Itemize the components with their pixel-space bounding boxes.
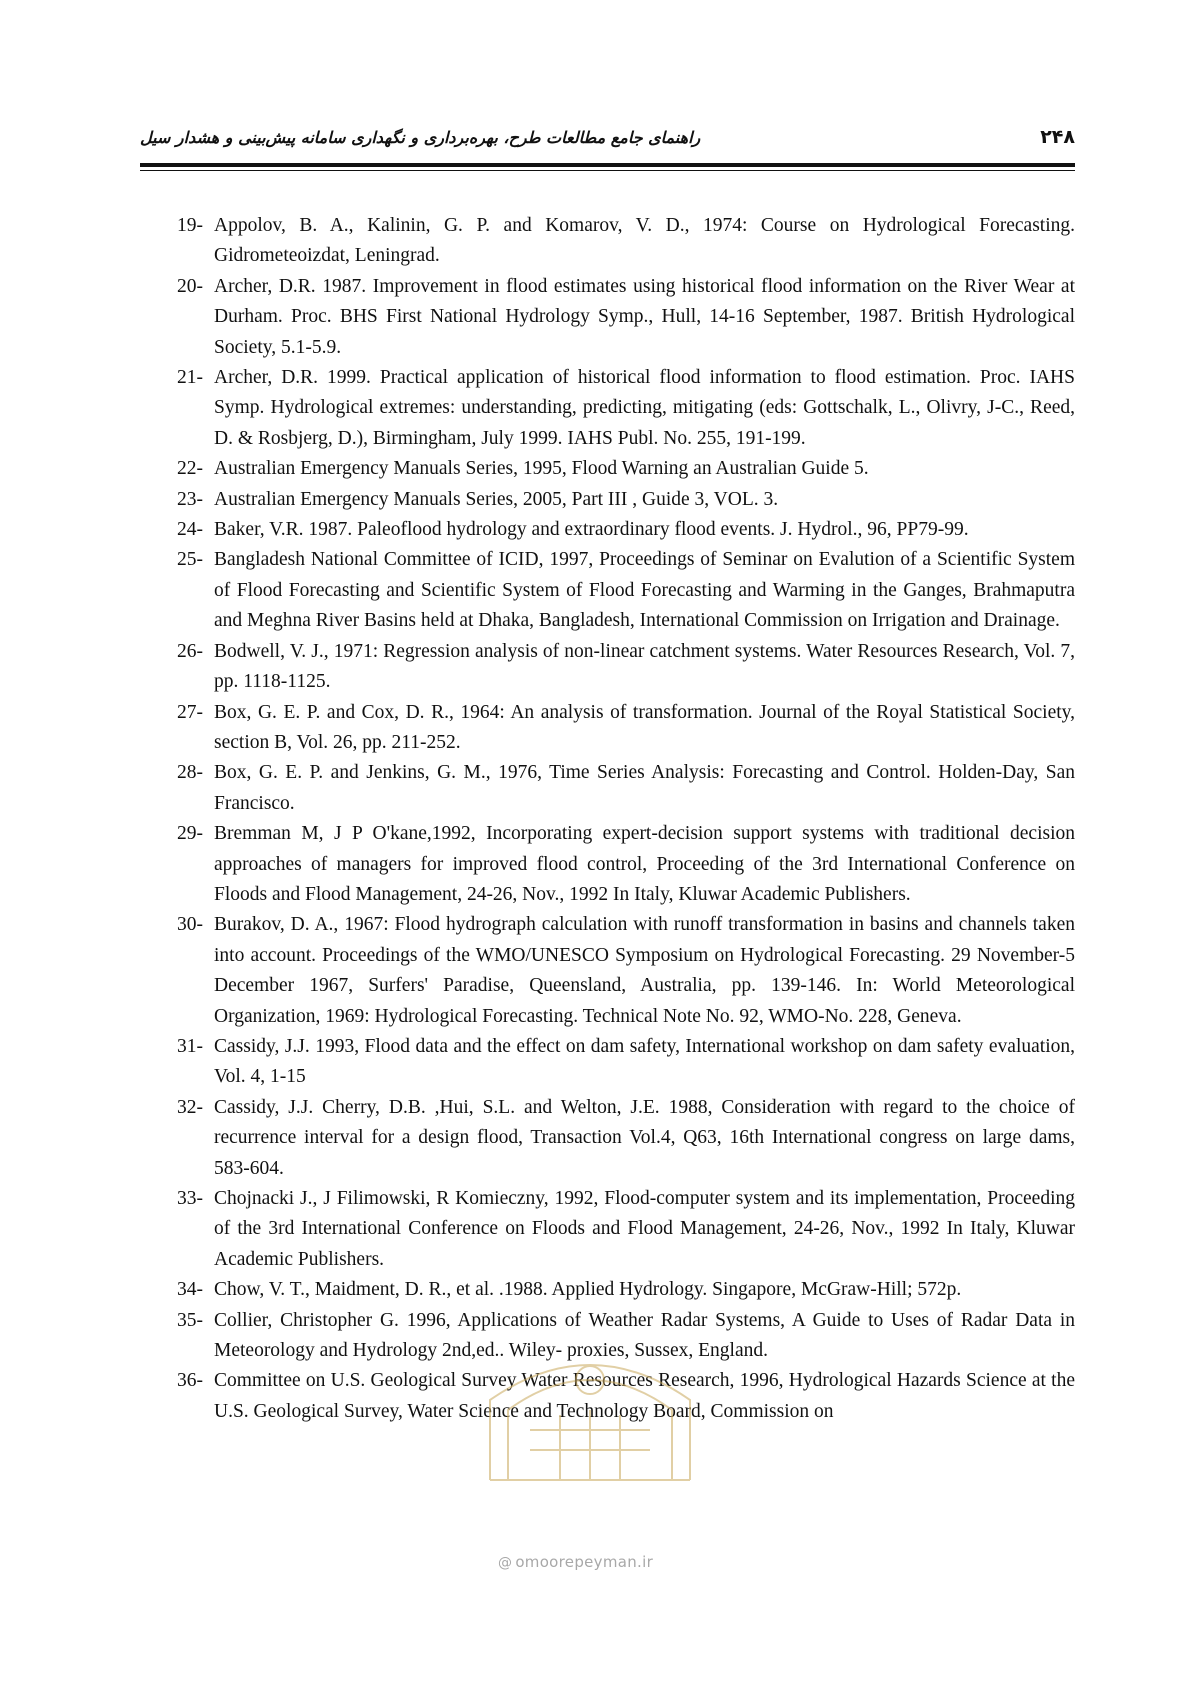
reference-text: Burakov, D. A., 1967: Flood hydrograph calculation with runoff transformation in basins and channels taken into account. Proceedings of the WMO/UNESCO Symposium on Hydrological Forecasting. 29 November-5 December 1967, Surfers' Paradise, Queensland, Australia, pp. 139-146. In: World Meteorological Organization, 1969: Hydrological Forecasting. Technical Note No. 92, WMO-No. 228, Geneva.	[214, 914, 1075, 1027]
reference-number: 24-	[177, 519, 203, 541]
reference-item	[177, 910, 1075, 1032]
reference-item	[177, 1184, 1075, 1275]
reference-item	[177, 1032, 1075, 1093]
reference-item	[177, 454, 1075, 484]
reference-text: Australian Emergency Manuals Series, 1995, Flood Warning an Australian Guide 5.	[214, 458, 869, 480]
reference-text: Chow, V. T., Maidment, D. R., et al. .1988. Applied Hydrology. Singapore, McGraw-Hill; 572p.	[214, 1279, 962, 1301]
reference-text: Bremman M, J P O'kane,1992, Incorporating expert-decision support systems with traditional decision approaches of managers for improved flood control, Proceeding of the 3rd International Conference on Floods and Flood Management, 24-26, Nov., 1992 In Italy, Kluwar Academic Publishers.	[214, 823, 1075, 905]
reference-number: 25-	[177, 549, 203, 571]
watermark-site-text: omoorepeyman.ir	[515, 1553, 654, 1571]
reference-number: 29-	[177, 823, 203, 845]
reference-number: 28-	[177, 762, 203, 784]
reference-item	[177, 211, 1075, 272]
reference-item	[177, 698, 1075, 759]
watermark-site	[498, 1553, 653, 1571]
reference-item	[177, 1093, 1075, 1184]
reference-item	[177, 1306, 1075, 1367]
running-title: راهنمای جامع مطالعات طرح، بهره‌برداری و نگهداری سامانه پیش‌بینی و هشدار سیل	[140, 128, 701, 147]
reference-text: Chojnacki J., J Filimowski, R Komieczny, 1992, Flood-computer system and its implementation, Proceeding of the 3rd International Conference on Floods and Flood Management, 24-26, Nov., 1992 In Italy, Kluwar Academic Publishers.	[214, 1188, 1075, 1270]
reference-text: Archer, D.R. 1987. Improvement in flood estimates using historical flood information on the River Wear at Durham. Proc. BHS First National Hydrology Symp., Hull, 14-16 September, 1987. British Hydrological Society, 5.1-5.9.	[214, 275, 1075, 358]
reference-number: 33-	[177, 1188, 203, 1209]
header-rule-thin	[140, 170, 1075, 171]
page-header	[140, 128, 1075, 154]
reference-text: Box, G. E. P. and Jenkins, G. M., 1976, Time Series Analysis: Forecasting and Control. Holden-Day, San Francisco.	[214, 762, 1075, 814]
reference-text: Bodwell, V. J., 1971: Regression analysis of non-linear catchment systems. Water Resources Research, Vol. 7, pp. 1118-1125.	[214, 640, 1075, 693]
reference-number: 23-	[177, 488, 203, 510]
reference-number: 21-	[177, 367, 203, 389]
reference-number: 34-	[177, 1279, 203, 1301]
reference-text: Baker, V.R. 1987. Paleoflood hydrology and extraordinary flood events. J. Hydrol., 96, PP79-99.	[214, 519, 969, 541]
reference-number: 27-	[177, 701, 203, 723]
reference-item	[177, 363, 1075, 454]
reference-item	[177, 758, 1075, 819]
reference-number: 31-	[177, 1035, 203, 1057]
reference-item	[177, 637, 1075, 698]
reference-text: Cassidy, J.J. Cherry, D.B. ,Hui, S.L. and Welton, J.E. 1988, Consideration with regard to the choice of recurrence interval for a design flood, Transaction Vol.4, Q63, 16th International congress on large dams, 583-604.	[214, 1096, 1075, 1179]
reference-number: 19-	[177, 215, 203, 236]
reference-number: 32-	[177, 1096, 203, 1118]
reference-number: 36-	[177, 1370, 203, 1392]
reference-item	[177, 1275, 1075, 1305]
reference-item	[177, 1366, 1075, 1427]
reference-item	[177, 545, 1075, 636]
reference-text: Bangladesh National Committee of ICID, 1997, Proceedings of Seminar on Evalution of a Scientific System of Flood Forecasting and Scientific System of Flood Forecasting and Warming in the Ganges, Brahmaputra and Meghna River Basins held at Dhaka, Bangladesh, International Commission on Irrigation and Drainage.	[214, 549, 1075, 632]
reference-item	[177, 515, 1075, 545]
reference-number: 26-	[177, 640, 203, 662]
reference-text: Committee on U.S. Geological Survey Water Resources Research, 1996, Hydrological Hazards Science at the U.S. Geological Survey, Water Science and Technology Board, Commission on	[214, 1370, 1075, 1422]
reference-text: Box, G. E. P. and Cox, D. R., 1964: An analysis of transformation. Journal of the Royal Statistical Society, section B, Vol. 26, pp. 211-252.	[214, 701, 1075, 753]
reference-item	[177, 819, 1075, 910]
reference-text: Cassidy, J.J. 1993, Flood data and the effect on dam safety, International workshop on dam safety evaluation, Vol. 4, 1-15	[214, 1035, 1075, 1088]
reference-text: Archer, D.R. 1999. Practical application of historical flood information to flood estimation. Proc. IAHS Symp. Hydrological extremes: understanding, predicting, mitigating (eds: Gottschalk, L., Olivry, J-C., Reed, D. & Rosbjerg, D.), Birmingham, July 1999. IAHS Publ. No. 255, 191-199.	[214, 367, 1075, 449]
at-sign-icon: @	[498, 1555, 513, 1571]
reference-number: 30-	[177, 914, 203, 936]
reference-number: 35-	[177, 1309, 203, 1331]
reference-text: Appolov, B. A., Kalinin, G. P. and Komarov, V. D., 1974: Course on Hydrological Forecasting. Gidrometeoizdat, Leningrad.	[214, 215, 1075, 267]
reference-item	[177, 272, 1075, 363]
reference-list	[177, 211, 1075, 1427]
header-rule-thick	[140, 163, 1075, 167]
reference-item	[177, 485, 1075, 515]
page-number: ۲۴۸	[1040, 126, 1075, 148]
reference-number: 20-	[177, 275, 203, 297]
reference-text: Australian Emergency Manuals Series, 2005, Part III , Guide 3, VOL. 3.	[214, 488, 779, 510]
reference-number: 22-	[177, 458, 203, 480]
reference-text: Collier, Christopher G. 1996, Applications of Weather Radar Systems, A Guide to Uses of Radar Data in Meteorology and Hydrology 2nd,ed.. Wiley- proxies, Sussex, England.	[214, 1309, 1075, 1362]
